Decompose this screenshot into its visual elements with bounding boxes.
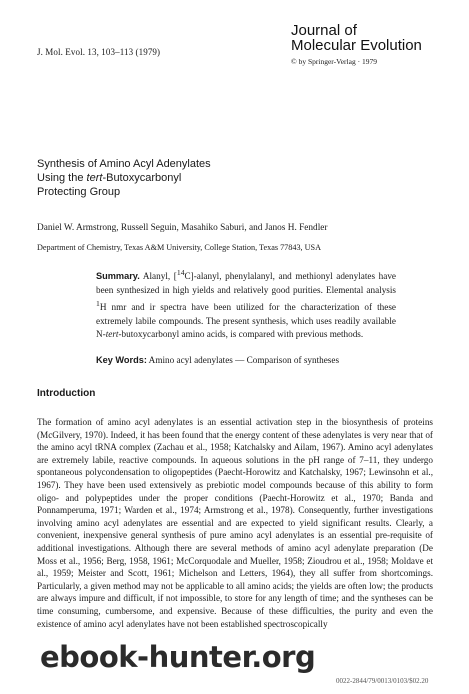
summary-label: Summary. [96, 271, 140, 282]
journal-title-line1: Journal of [291, 22, 357, 39]
keywords-line: Key Words: Amino acyl adenylates — Comparison of syntheses [96, 355, 340, 365]
section-heading-introduction: Introduction [37, 388, 96, 399]
author-list: Daniel W. Armstrong, Russell Seguin, Masahiko Saburi, and Janos H. Fendler [37, 223, 328, 233]
keywords-label: Key Words: [96, 355, 147, 365]
affiliation: Department of Chemistry, Texas A&M University, College Station, Texas 77843, USA [37, 243, 322, 252]
introduction-body: The formation of amino acyl adenylates is an essential activation step in the biosynthesis of proteins (McGilvery, 1970). Indeed, it has been found that the energy content of these adenylates is very near that of the amino acyl tRNA complex (Zachau et al., 1958; Katchalsky and Ailam, 1967). Amino acyl adenylates are extremely labile, reactive compounds. In aqueous solutions in the pH range of 7–11, they undergo spontaneous polycondensation to oligopeptides (Paecht-Horowitz and Katchalsky, 1967; Lewinsohn et al., 1967). They have been used extensively as prebiotic model compounds because of this ability to form oligo- and polypeptides under the proper conditions (Paecht-Horowitz et al., 1970; Banda and Ponnamperuma, 1971; Warden et al., 1974; Armstrong et al., 1978). Consequently, further investigations involving amino acyl adenylates are essential and are expected to yield significant results. Clearly, a convenient, inexpensive general synthesis of pure amino acyl adenylates is an essential pre-requisite of additional investigations. Although there are several methods of amino acyl adenylate preparation (De Moss et al., 1956; Berg, 1958, 1961; McCorquodale and Mueller, 1958; Zioudrou et al., 1958; Moldave et al., 1959; Meister and Scott, 1961; Michelson and Letters, 1964), they all suffer from shortcomings. Particularly, a given method may not be applicable to all amino acids; the yields are often low; the products are always impure and difficult, if not impossible, to store for any length of time; and the syntheses can be time consuming, cumbersome, and expensive. Because of these difficulties, the purity and even the existence of amino acyl adenylates have not been established spectroscopically [37, 417, 433, 629]
title-line1: Synthesis of Amino Acyl Adenylates [37, 158, 211, 170]
copyright-line: © by Springer-Verlag · 1979 [291, 57, 377, 66]
article-title [37, 157, 211, 199]
watermark: ebook-hunter.org [40, 640, 316, 674]
title-line3: Protecting Group [37, 186, 121, 198]
journal-title [291, 23, 422, 53]
title-line2: Using the tert-Butoxycarbonyl [37, 172, 182, 184]
citation: J. Mol. Evol. 13, 103–113 (1979) [37, 47, 161, 57]
summary-paragraph: Summary. Alanyl, [$^{14}$C]-alanyl, phenylalanyl, and methionyl adenylates have been synthesized in high yields and relatively good purities. Elemental analysis $^1$H nmr and ir spectra have been utilized for the characterization of these extremely labile compounds. The present synthesis, which uses readily available N-tert-butoxycarbonyl amino acids, is compared with previous methods. [96, 268, 396, 340]
journal-title-line2: Molecular Evolution [291, 37, 422, 54]
article-code: 0022-2844/79/0013/0103/$02.20 [336, 677, 429, 685]
